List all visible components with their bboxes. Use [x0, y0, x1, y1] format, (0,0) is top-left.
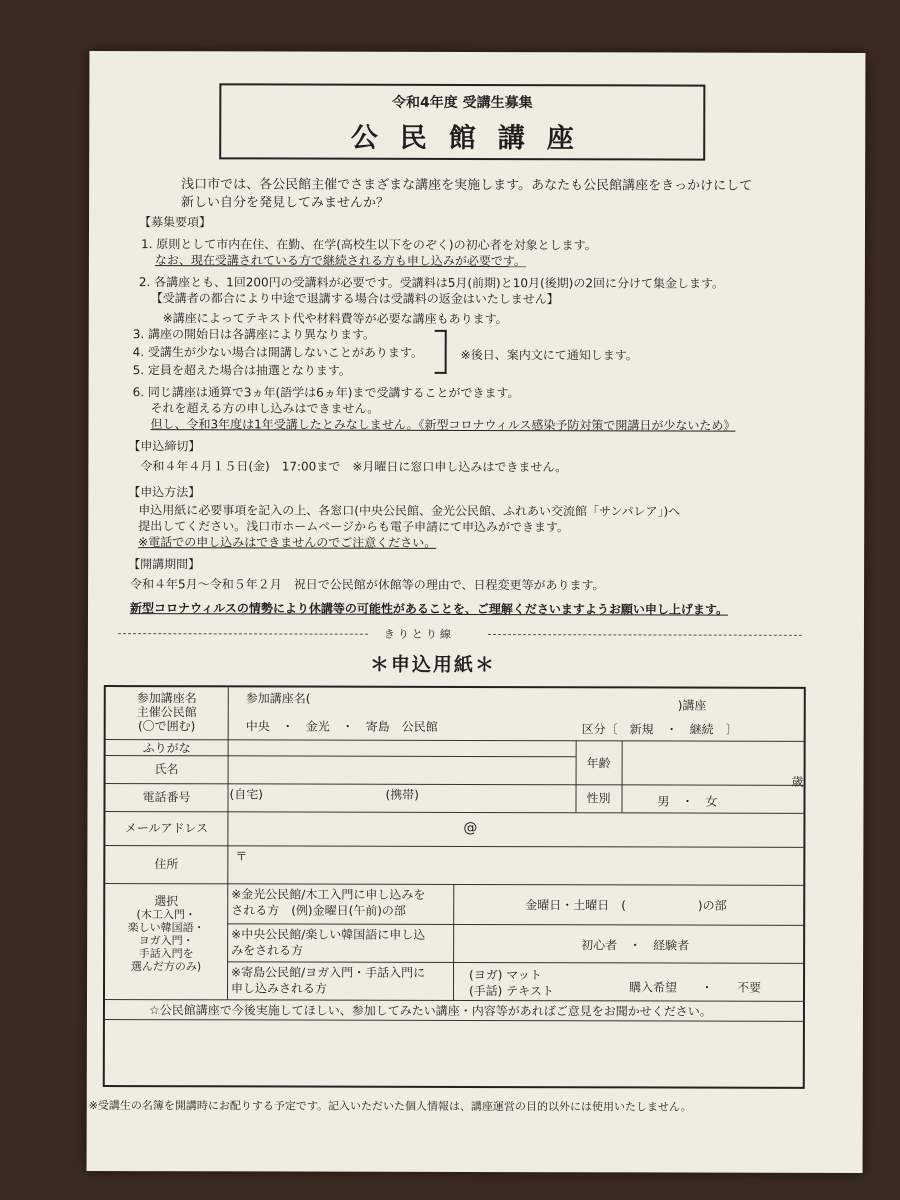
recruit-item-6b: それを超える方の申し込みはできません。 — [150, 401, 380, 416]
footer-note: ※受講生の名簿を開講時にお配りする予定です。記入いただいた個人情報は、講座運営の目的以外には使用いたしません。 — [88, 1098, 692, 1114]
gender-label: 性別 — [586, 791, 611, 806]
method-heading: 【申込方法】 — [128, 485, 201, 500]
option-1-value[interactable]: 金曜日・土曜日 ( )の部 — [525, 898, 727, 913]
recruit-item-2a: 2. 各講座とも、1回200円の受講料が必要です。受講料は5月(前期)と10月(後期)の2回に分けて集金します。 — [138, 275, 725, 291]
deadline-heading: 【申込締切】 — [128, 439, 201, 454]
course-label-line: 主催公民館 — [136, 705, 197, 720]
recruit-item-4: 4. 受講生が少ない場合は開講しないことがあります。 — [132, 345, 424, 360]
grid-line — [453, 884, 454, 1000]
recruit-item-5: 5. 定員を超えた場合は抽選となります。 — [132, 363, 351, 378]
cutline-label: きりとり線 — [383, 627, 454, 641]
method-line-3: ※電話での申し込みはできませんのでご注意ください。 — [138, 535, 437, 550]
method-line-1: 申込用紙に必要事項を記入の上、各窓口(中央公民館、金光公民館、ふれあい交流館「サンパレア」)へ — [138, 503, 681, 519]
grid-line — [105, 811, 805, 814]
option-3-line-b: 申し込みされる方 — [230, 981, 328, 996]
application-form — [103, 685, 806, 1089]
form-title: ＊申込用紙＊ — [369, 653, 496, 677]
recruit-item-6c: 但し、令和3年度は1年受講したとみなしません。《新型コロナウィルス感染予防対策で開講日が少ないため》 — [150, 417, 736, 433]
page-subtitle: 令和4年度 受講生募集 — [391, 94, 533, 112]
recruit-heading: 【募集要項】 — [139, 215, 212, 230]
title-box — [219, 83, 705, 160]
option-2-line-a: ※中央公民館/楽しい韓国語に申し込 — [231, 927, 426, 942]
furigana-input[interactable] — [230, 741, 574, 754]
age-label: 年齢 — [586, 756, 611, 771]
intro-line-1: 浅口市では、各公民館主催でさまざまな講座を実施します。あなたも公民館講座をきっかけにして — [181, 177, 753, 194]
email-input[interactable]: @ — [463, 819, 478, 837]
category-options[interactable]: 区分〔 新規 ・ 継続 〕 — [581, 722, 738, 737]
address-label: 住所 — [154, 857, 179, 872]
grid-line — [105, 883, 805, 886]
grid-line — [105, 845, 805, 848]
select-label-line: 手話入門を — [138, 947, 194, 961]
phone-home-input[interactable]: (自宅) — [229, 787, 263, 802]
course-label-line: 参加講座名 — [136, 691, 197, 706]
intro-line-2: 新しい自分を発見してみませんか？ — [181, 195, 390, 211]
course-name-suffix: )講座 — [677, 698, 707, 713]
email-label: メールアドレス — [124, 821, 209, 836]
option-3-item-1: (ヨガ) マット — [469, 967, 542, 983]
recruit-item-6a: 6. 同じ講座は通算で3ヵ年(語学は6ヵ年)まで受講することができます。 — [132, 385, 520, 401]
brace-mark — [435, 330, 447, 374]
period-line-2: 新型コロナウィルスの情勢により休講等の可能性があることを、ご理解くださいますようお願い申し上げます。 — [129, 601, 728, 617]
feedback-input[interactable] — [109, 1021, 801, 1085]
gender-options[interactable]: 男 ・ 女 — [657, 794, 718, 809]
grid-line — [621, 740, 622, 812]
course-label — [106, 691, 228, 733]
grid-line — [106, 783, 806, 786]
grid-line — [227, 687, 229, 999]
option-3-line-a: ※寄島公民館/ヨガ入門・手話入門に — [231, 965, 426, 980]
option-3-value[interactable]: 購入希望 ・ 不要 — [628, 980, 762, 995]
phone-label: 電話番号 — [142, 790, 191, 805]
recruit-item-1b: なお、現在受講されている方で継続される方も申し込みが必要です。 — [154, 253, 526, 269]
select-label-line: 選択 — [154, 894, 179, 909]
phone-mobile-input[interactable]: (携帯) — [385, 787, 419, 802]
option-1-line-a: ※金光公民館/木工入門に申し込みを — [231, 887, 426, 902]
age-unit: 歳 — [791, 774, 804, 789]
option-2-line-b: みをされる方 — [231, 943, 304, 958]
option-2-value[interactable]: 初心者 ・ 経験者 — [581, 938, 690, 953]
select-label-line: (木工入門・ — [136, 908, 196, 922]
course-label-line: (〇で囲む) — [137, 719, 196, 734]
feedback-label: ☆公民館講座で今後実施してほしい、参加してみたい講座・内容等があればご意見をお聞かせください。 — [148, 1003, 712, 1019]
furigana-label: ふりがな — [142, 741, 191, 756]
page-title: 公民館講座 — [350, 122, 596, 155]
period-line-1: 令和４年5月〜令和５年２月 祝日で公民館が休館等の理由で、日程変更等があります。 — [130, 577, 605, 593]
recruit-notice: ※後日、案内文にて通知します。 — [460, 347, 638, 363]
flyer-paper — [87, 51, 866, 1173]
hall-options[interactable]: 中央 ・ 金光 ・ 寄島 公民館 — [245, 719, 438, 734]
deadline-text: 令和４年４月１５日(金) 17:00まで ※月曜日に窓口申し込みはできません。 — [140, 459, 568, 475]
recruit-item-2c: ※講座によってテキスト代や材料費等が必要な講座もあります。 — [162, 311, 508, 327]
name-input[interactable] — [230, 757, 574, 782]
course-name-field[interactable]: 参加講座名( — [245, 691, 311, 706]
option-1-line-b: される方 (例)金曜日(午前)の部 — [231, 903, 406, 918]
name-label: 氏名 — [154, 762, 179, 777]
age-input[interactable] — [624, 742, 784, 782]
recruit-item-1a: 1. 原則として市内在住、在勤、在学(高校生以下をのぞく)の初心者を対象とします。 — [140, 237, 597, 253]
recruit-item-3: 3. 講座の開始日は各講座により異なります。 — [132, 327, 376, 342]
recruit-item-2b: 【受講者の都合により中途で退講する場合は受講料の返金はいたしません】 — [150, 291, 559, 307]
select-label-line: 選んだ方のみ) — [130, 960, 202, 974]
method-line-2: 提出してください。浅口市ホームページからも電子申請にて申込みができます。 — [138, 519, 570, 535]
cutline-left — [118, 633, 368, 635]
select-label — [105, 895, 227, 973]
period-heading: 【開講期間】 — [128, 557, 201, 572]
select-label-line: 楽しい韓国語・ — [127, 921, 205, 935]
cutline-right — [488, 634, 802, 636]
address-input[interactable]: 〒 — [235, 849, 248, 864]
select-label-line: ヨガ入門・ — [138, 934, 194, 948]
option-3-item-2: (手話) テキスト — [468, 983, 554, 999]
